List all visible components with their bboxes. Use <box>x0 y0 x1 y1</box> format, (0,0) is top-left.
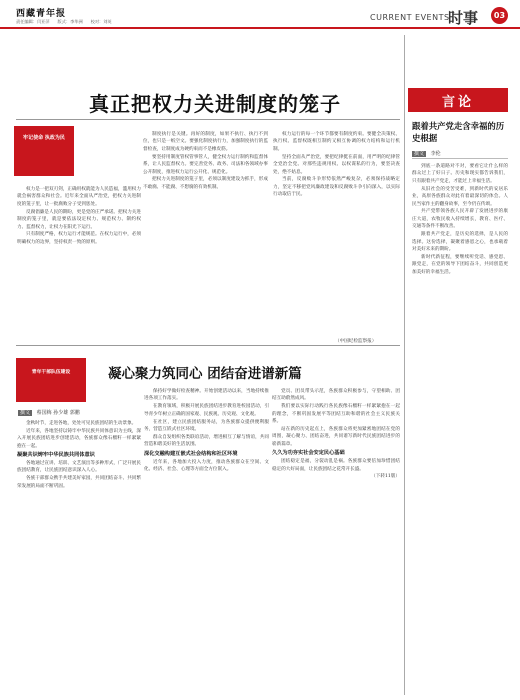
article1-badge <box>14 126 74 176</box>
byline-tag: 撰文 <box>414 151 425 157</box>
article2-column-3 <box>272 388 400 481</box>
article1-column-2 <box>143 131 268 192</box>
paragraph: 只有制度严格，权力运行才能规范。在权力运行中，必须明确权力的边界，坚持权责一致的原则。 <box>17 232 141 245</box>
article-divider <box>16 345 400 346</box>
article1-headline: 真正把权力关进制度的笼子 <box>89 92 341 116</box>
paragraph: 权力运行的每一个环节都要有制度约束。要健全决策权、执行权、监督权既相互制约又相互协调的权力结构和运行机制。 <box>273 132 400 152</box>
editor-name: 责任编辑：闫亚萍 <box>16 19 50 24</box>
section-label-en: CURRENT EVENTS <box>370 13 450 22</box>
opinion-author: 李伦 <box>430 151 441 157</box>
byline-tag: 撰文 <box>20 410 31 416</box>
paragraph: 在社区，建立民族团结服务站，为各族群众提供便利服务，营造互嵌式社区环境。 <box>144 419 269 433</box>
article1-source-credit: （中国纪检监察报） <box>335 339 377 344</box>
subheading: 久久为功夯实社会安定民心基础 <box>272 450 345 457</box>
paragraph: 坚持全面从严治党，要把纪律挺在前面，用严明的纪律管全党治全党。对那些违规用权、以权谋私的行为，要坚决查处，绝不姑息。 <box>273 154 400 175</box>
continued-note: （下转11版） <box>371 474 400 480</box>
paragraph: 各地通过宣讲、培训、文艺演出等多种形式，广泛开展民族团结教育，让民族团结意识深入人心。 <box>17 461 141 474</box>
header-divider <box>0 27 520 29</box>
paragraph: 团结稳定是福，分裂动乱是祸。各族群众要倍加珍惜团结稳定的大好局面，让民族团结之花常开长盛。 <box>272 459 400 472</box>
article2-badge-text: 青年干部队伍建设 <box>31 370 71 375</box>
opinion-body <box>412 163 508 277</box>
headline-divider <box>16 119 400 120</box>
paragraph: 从旧社会的受苦受难，到新时代的安居乐业，高原各族群众对此有着最深切的体会。人民当家作主的翻身故事，至今仍在传颂。 <box>412 186 508 207</box>
paragraph: 当前，反腐败斗争形势依然严峻复杂，必须保持战略定力，坚定不移把党风廉政建设和反腐败斗争引向深入，以实际行动取信于民。 <box>273 177 400 198</box>
paragraph: 群众自发组织各类联谊活动，增进相互了解与情谊，共同营造和谐美好的生活氛围。 <box>144 434 269 448</box>
article1-column-1 <box>17 186 141 247</box>
paragraph: 近年来，各地坚持以铸牢中华民族共同体意识为主线，深入开展民族团结进步创建活动，各族群众像石榴籽一样紧紧抱在一起。 <box>17 428 141 449</box>
paragraph: 党员、团员带头示范，各族群众积极参与，守望相助、团结互助蔚然成风。 <box>272 389 400 402</box>
subheading: 凝聚共识铸牢中华民族共同体意识 <box>17 452 95 459</box>
paragraph: 近年来，各地加大投入力度，推动各族群众在空间、文化、经济、社会、心理等方面全方位嵌入。 <box>144 459 269 473</box>
article1-badge-text: 牢记使命 执政为民 <box>23 135 65 141</box>
opinion-label-box <box>408 88 508 112</box>
article2-column-2 <box>144 388 269 474</box>
article2-badge <box>16 358 86 402</box>
paragraph: 共产党带领各族人民开辟了发展进步的康庄大道，农牧民收入持续增长，教育、医疗、交通等条件不断改善。 <box>412 209 508 230</box>
opinion-title: 跟着共产党走含幸福的历史根据 <box>412 121 505 143</box>
paragraph: 各族干部群众携手共建美好家园，共同团结奋斗、共同繁荣发展的局面不断巩固。 <box>17 476 141 489</box>
opinion-divider <box>412 158 508 159</box>
paragraph: 把权力关进制度的笼子里，必须以制度建设为抓手，形成不敢腐、不能腐、不想腐的有效机制。 <box>143 177 268 190</box>
section-label-cn: 时事 <box>448 9 479 27</box>
paragraph: 站在新的历史起点上，各族群众将更加紧密地团结在党的周围，凝心聚力、团结奋进，共同谱写新时代民族团结进步的崭新篇章。 <box>272 427 400 447</box>
paragraph: 制度执行是关键。再好的制度，如果不执行、执行不到位，也只是一纸空文。要强化制度执行力，加强制度执行的监督检查，让制度成为硬约束而不是橡皮筋。 <box>143 132 268 152</box>
paragraph: 反腐倡廉是人民的期盼，更是党的庄严承诺。把权力关进制度的笼子里，就是要依法设定权力、规范权力、制约权力、监督权力，让权力在阳光下运行。 <box>17 209 141 230</box>
paragraph: 跟着共产党走，是历史的选择，是人民的选择。这份选择，凝聚着感恩之心，也承载着对美好未来的期盼。 <box>412 232 508 252</box>
masthead: 西藏青年报 <box>16 9 67 19</box>
paragraph: 保持好学做好检查精神。开始创建活动以来，当地持续推进各项工作落实。 <box>144 389 269 402</box>
paragraph: 权力是一把双刃剑，正确用权就能为人民造福，滥用权力就会祸害群众和社会。近年来全面从严治党，把权力关进制度的笼子里，让一批腐败分子受到惩处。 <box>17 187 141 207</box>
paragraph: 新时代新征程，要继续听党话、感党恩、跟党走，在党的领导下团结奋斗，共同创造更加美好的幸福生活。 <box>412 254 508 275</box>
article2-headline: 凝心聚力筑同心 团结奋进谱新篇 <box>108 366 302 382</box>
paragraph: 我们要以实际行动践行各民族像石榴籽一样紧紧抱在一起的理念，不断巩固发展平等团结互助和谐的社会主义民族关系。 <box>272 404 400 425</box>
paragraph: 在教育领域，积极开展民族团结进步教育进校园活动，引导青少年树立正确的国家观、民族观、历史观、文化观。 <box>144 404 269 417</box>
article1-column-3 <box>273 131 400 199</box>
subheading: 深化交融构建互嵌式社会结构和社区环境 <box>144 450 238 457</box>
paragraph: 要坚持用制度管权管事管人，健全权力运行制约和监督体系，让人民监督权力。要完善党务、政务、司法和各领域办事公开制度，推进权力运行公开化、规范化。 <box>143 154 268 175</box>
layout-name: 版式：李华洲 <box>57 19 83 24</box>
page-number: 03 <box>491 7 508 24</box>
article2-column-1 <box>17 420 141 491</box>
column-divider <box>404 35 405 695</box>
opinion-byline <box>412 150 441 157</box>
section-header <box>370 5 508 27</box>
paragraph: 金秋时节，走进各地，处处可见民族团结的生动景象。 <box>26 421 137 426</box>
article2-authors: 蔡国梅 孙少雄 郭鹏 <box>36 410 80 416</box>
opinion-label: 言论 <box>441 95 474 110</box>
editor-meta-line <box>16 19 366 25</box>
paragraph: 到底一条道路对不对，要看它让什么样的群众过上了好日子。历史和现实都告诉我们，只有跟着共产党走，才能过上幸福生活。 <box>412 164 508 184</box>
proofreader-name: 校对：刘英 <box>90 19 112 24</box>
